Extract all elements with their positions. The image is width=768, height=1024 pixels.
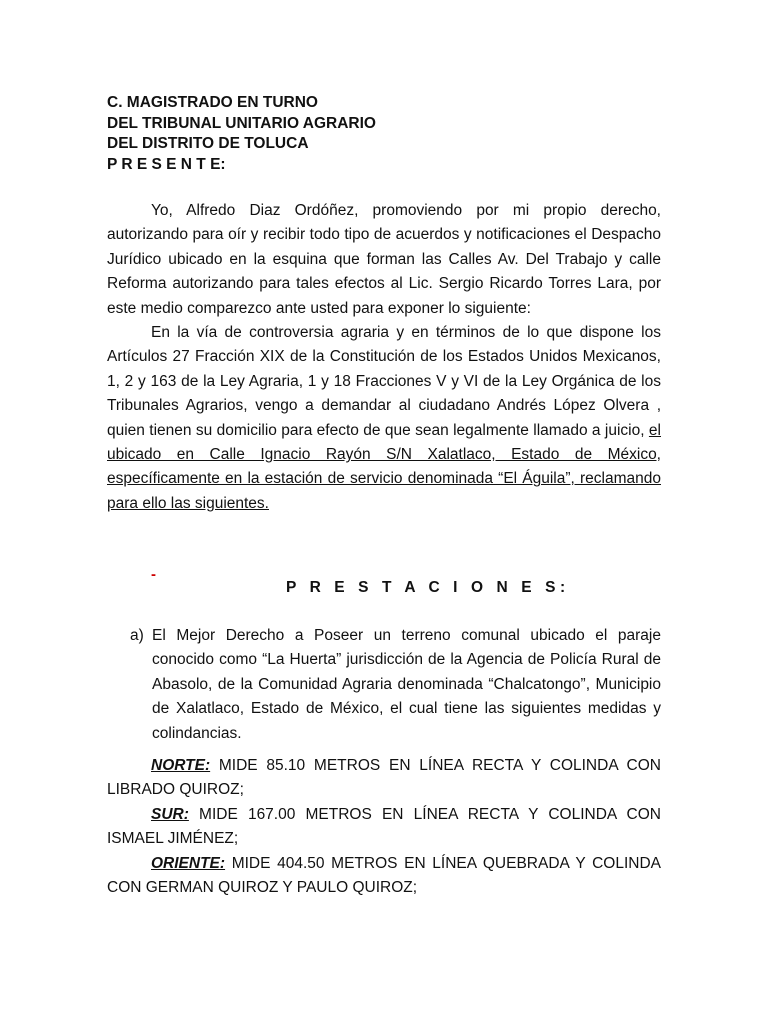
red-dash-mark: - (151, 566, 156, 583)
boundary-text: MIDE 167.00 METROS EN LÍNEA RECTA Y COLINDA CON ISMAEL JIMÉNEZ; (107, 805, 661, 848)
demand-text: En la vía de controversia agraria y en términos de lo que dispone los Artículos 27 Fracción XIX de la Constitución de los Estados Unidos Mexicanos, 1, 2 y 163 de la Ley Agraria, 1 y 18 Fracciones V y VI de la Ley Orgánica de los Tribunales Agrarios, vengo a demandar al ciudadano Andrés López Olvera , quien tienen su domicilio para efecto de que sean legalmente llamado a juicio, (107, 324, 661, 439)
item-text: El Mejor Derecho a Poseer un terreno comunal ubicado el paraje conocido como “La Huerta” jurisdicción de la Agencia de Policía Rural de Abasolo, de la Comunidad Agraria denominada “Chalcatongo”, Municipio de Xalatlaco, Estado de México, el cual tiene las siguientes medidas y colindancias. (152, 627, 661, 742)
boundary-direction: SUR: (151, 805, 189, 823)
boundary-norte (107, 754, 661, 803)
addressee-header (107, 93, 376, 175)
intro-paragraph: Yo, Alfredo Diaz Ordóñez, promoviendo por mi propio derecho, autorizando para oír y recibir todo tipo de acuerdos y notificaciones el Despacho Jurídico ubicado en la esquina que forman las Calles Av. Del Trabajo y calle Reforma autorizando para tales efectos al Lic. Sergio Ricardo Torres Lara, por este medio comparezco ante usted para exponer lo siguiente: (107, 202, 661, 317)
boundary-text: MIDE 404.50 METROS EN LÍNEA QUEBRADA Y COLINDA CON GERMAN QUIROZ Y PAULO QUIROZ; (107, 854, 661, 897)
boundary-sur (107, 803, 661, 852)
boundary-direction: ORIENTE: (151, 854, 226, 872)
boundary-oriente (107, 852, 661, 901)
boundary-direction: NORTE: (151, 757, 211, 774)
document-body (107, 199, 661, 516)
header-line-2: DEL TRIBUNAL UNITARIO AGRARIO (107, 114, 376, 132)
header-line-3: DEL DISTRITO DE TOLUCA (107, 135, 309, 152)
header-presente: P R E S E N T E: (107, 155, 226, 173)
header-line-1: C. MAGISTRADO EN TURNO (107, 94, 318, 111)
boundary-text: MIDE 85.10 METROS EN LÍNEA RECTA Y COLINDA CON LIBRADO QUIROZ; (107, 757, 661, 799)
item-marker: a) (130, 627, 144, 644)
prestaciones-title: P R E S T A C I O N E S: (286, 579, 570, 596)
demand-paragraph (107, 321, 661, 516)
demand-address-underlined: el ubicado en Calle Ignacio Rayón S/N Xalatlaco, Estado de México, específicamente en la estación de servicio denominada “El Águila”, reclamando para ello las siguientes. (107, 421, 661, 512)
prestacion-item (130, 624, 661, 746)
boundaries-section (107, 754, 661, 900)
